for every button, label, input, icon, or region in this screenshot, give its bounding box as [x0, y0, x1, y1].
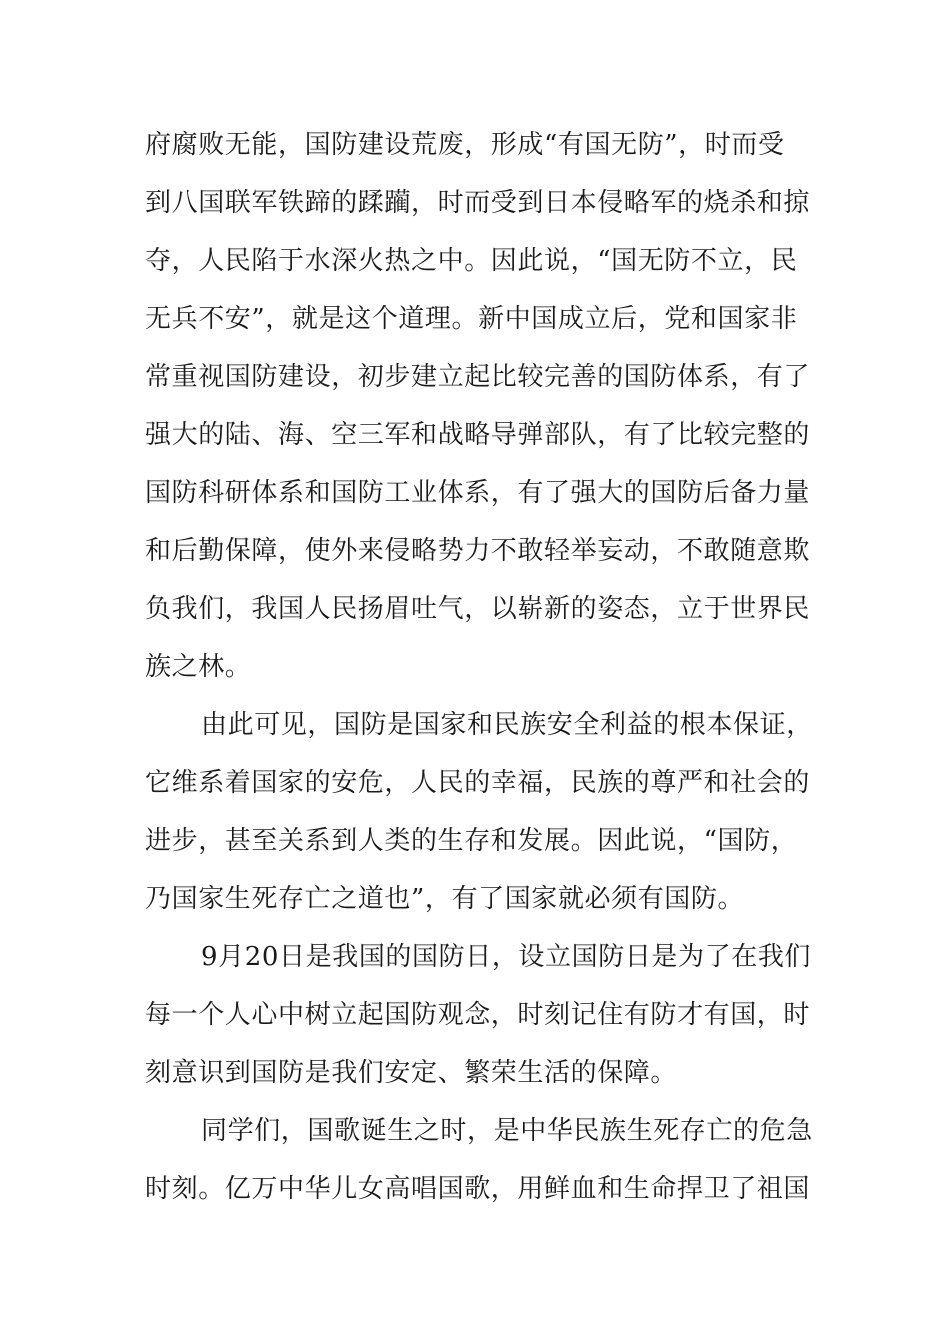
text-line: 每一个人心中树立起国防观念，时刻记住有防才有国，时 — [145, 1000, 811, 1030]
paragraph-start-line: 同学们，国歌诞生之时，是中华民族生死存亡的危急 — [201, 1116, 813, 1146]
text-line: 无兵不安”，就是这个道理。新中国成立后，党和国家非 — [145, 304, 798, 334]
text-line: 国防科研体系和国防工业体系，有了强大的国防后备力量 — [145, 478, 811, 508]
text-line: 夺，人民陷于水深火热之中。因此说，“国无防不立，民 — [145, 246, 798, 276]
body-text — [145, 116, 813, 1218]
text-line: 和后勤保障，使外来侵略势力不敢轻举妄动，不敢随意欺 — [145, 536, 811, 566]
text-line: 它维系着国家的安危，人民的幸福，民族的尊严和社会的 — [145, 768, 811, 798]
text-line: 族之林。 — [145, 652, 252, 682]
text-line: 到八国联军铁蹄的蹂躏，时而受到日本侵略军的烧杀和掠 — [145, 188, 811, 218]
text-line: 强大的陆、海、空三军和战略导弹部队，有了比较完整的 — [145, 420, 811, 450]
paragraph-start-line: 由此可见，国防是国家和民族安全利益的根本保证， — [201, 710, 813, 740]
text-line: 进步，甚至关系到人类的生存和发展。因此说，“国防， — [145, 826, 798, 856]
text-line: 时刻。亿万中华儿女高唱国歌，用鲜血和生命捍卫了祖国 — [145, 1174, 811, 1204]
text-line: 乃国家生死存亡之道也”，有了国家就必须有国防。 — [145, 884, 745, 914]
text-line: 刻意识到国防是我们安定、繁荣生活的保障。 — [145, 1058, 678, 1088]
text-line: 负我们，我国人民扬眉吐气，以崭新的姿态，立于世界民 — [145, 594, 811, 624]
text-line: 常重视国防建设，初步建立起比较完善的国防体系，有了 — [145, 362, 811, 392]
paragraph-start-line: 9月20日是我国的国防日，设立国防日是为了在我们 — [201, 942, 812, 972]
text-line: 府腐败无能，国防建设荒废，形成“有国无防”，时而受 — [145, 130, 785, 160]
